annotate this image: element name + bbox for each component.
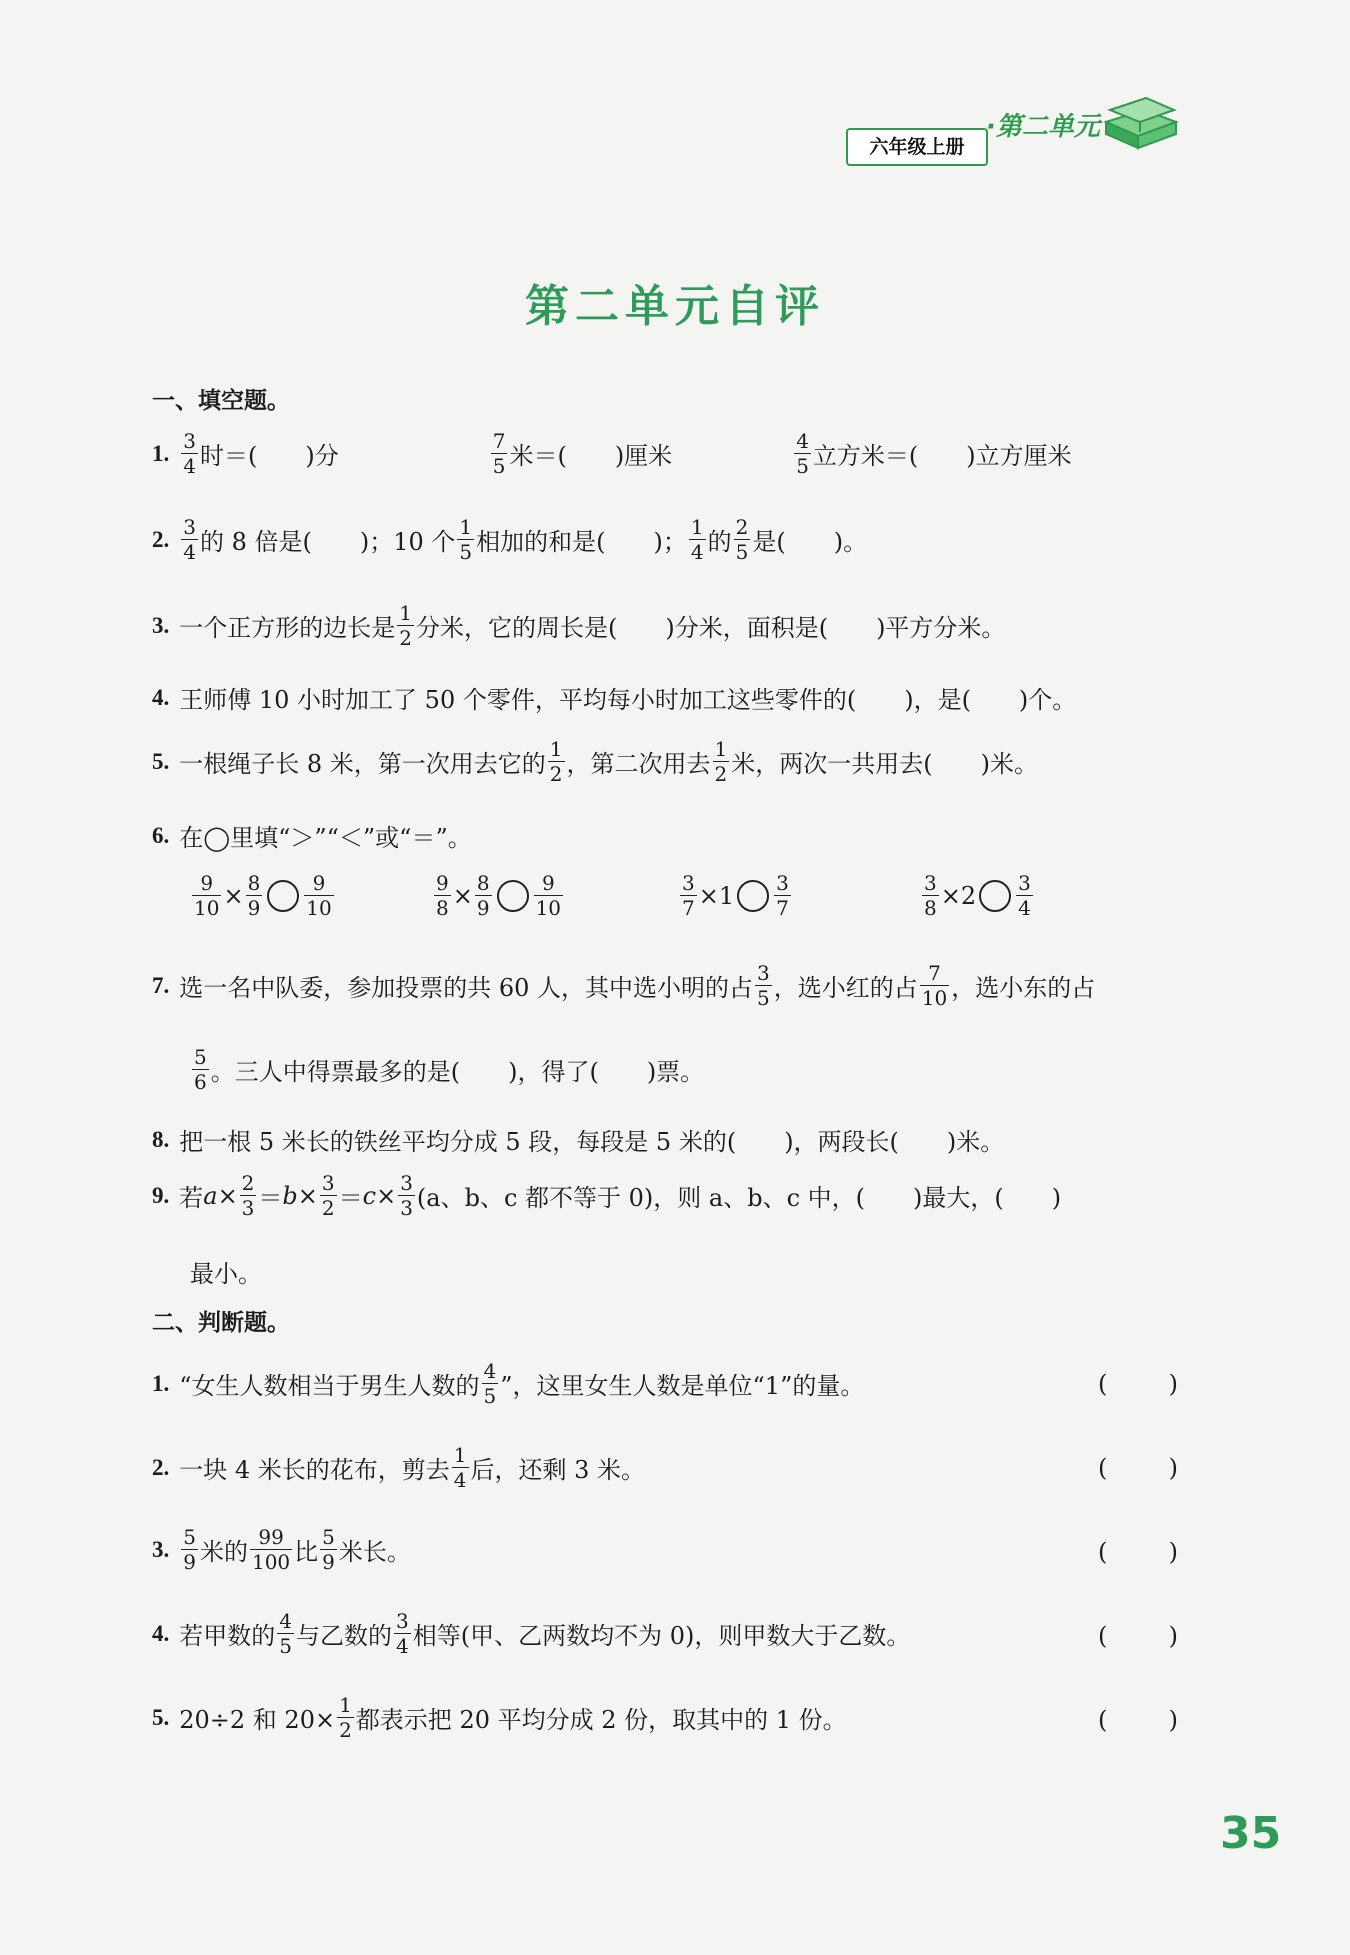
paren: ( [1098, 1370, 1108, 1398]
page-number: 35 [1220, 1808, 1282, 1859]
compare-circle[interactable] [267, 880, 299, 912]
text: 若甲数的 [179, 1622, 276, 1650]
text: 一个正方形的边长是 [179, 614, 396, 642]
denominator: 2 [321, 1196, 335, 1220]
fraction [434, 872, 451, 919]
numerator: 3 [924, 871, 937, 895]
text: ，选小东的占 [951, 974, 1096, 1002]
denominator: 2 [549, 762, 563, 786]
fill-q7-cont [190, 1046, 704, 1093]
denominator: 5 [796, 454, 809, 478]
q1-part-c: 立方米＝( )立方厘米 [812, 442, 1072, 470]
variable: b [282, 1181, 298, 1210]
fraction [475, 872, 492, 919]
q1-part-a: 时＝( )分 [199, 442, 339, 470]
fraction [491, 430, 508, 477]
fill-q1 [152, 430, 1072, 477]
text: 把一根 5 米长的铁丝平均分成 5 段，每段是 5 米的( )，两段长( )米。 [179, 1128, 1005, 1156]
numerator: 3 [400, 1171, 413, 1195]
numerator: 1 [690, 515, 704, 539]
fraction [192, 1046, 209, 1093]
question-number: 3. [152, 1536, 170, 1562]
question-number: 9. [152, 1182, 170, 1208]
denominator: 9 [183, 1550, 196, 1574]
fraction [794, 430, 811, 477]
question-number: 1. [152, 1370, 170, 1396]
fraction [922, 872, 939, 919]
denominator: 8 [436, 896, 449, 920]
text: 后，还剩 3 米。 [470, 1456, 646, 1484]
text: 选一名中队委，参加投票的共 60 人，其中选小明的占 [179, 974, 754, 1002]
numerator: 7 [492, 429, 506, 453]
text: 相等(甲、乙两数均不为 0)，则甲数大于乙数。 [412, 1622, 911, 1650]
denominator: 4 [183, 454, 196, 478]
fill-q2 [152, 516, 867, 563]
numerator: 3 [183, 429, 196, 453]
compare-circle[interactable] [497, 880, 529, 912]
text: 一块 4 米长的花布，剪去 [179, 1456, 450, 1484]
fraction [920, 962, 949, 1009]
denominator: 10 [306, 896, 332, 920]
fraction [1016, 872, 1033, 919]
numerator: 9 [436, 871, 449, 895]
text: 米的 [199, 1538, 248, 1566]
denominator: 10 [194, 896, 220, 920]
numerator: 9 [312, 871, 326, 895]
numerator: 8 [476, 871, 490, 895]
numerator: 4 [279, 1609, 292, 1633]
fraction [755, 962, 772, 1009]
denominator: 3 [241, 1196, 255, 1220]
numerator: 5 [322, 1525, 335, 1549]
fill-q9-cont [190, 1254, 262, 1289]
numerator: 1 [714, 737, 728, 761]
text: ”，这里女生人数是单位“1”的量。 [500, 1372, 865, 1400]
page-title: 第二单元自评 [525, 281, 825, 332]
fill-q5 [152, 738, 1038, 785]
fraction [452, 1444, 469, 1491]
judge-q3 [152, 1526, 411, 1573]
denominator: 6 [194, 1070, 207, 1094]
denominator: 8 [924, 896, 937, 920]
text: 米，两次一共用去( )米。 [731, 750, 1038, 778]
judge-q1 [152, 1360, 864, 1407]
fraction [240, 1172, 257, 1219]
text: (a、b、c 都不等于 0)，则 a、b、c 中，( )最大，( ) [416, 1184, 1062, 1212]
q1-part-b: 米＝( )厘米 [509, 442, 673, 470]
text: ，第二次用去 [566, 750, 711, 778]
question-number: 8. [152, 1126, 170, 1152]
fill-q3 [152, 602, 1005, 649]
fraction [774, 872, 791, 919]
fill-q7 [152, 962, 1095, 1009]
compare-expr-3: $\frac{3}{7}$ × 1 $\frac{3}{7}$ [682, 871, 789, 920]
text: 是( )。 [752, 528, 868, 556]
numerator: 3 [321, 1171, 335, 1195]
numerator: 9 [541, 871, 555, 895]
text: 米长。 [338, 1538, 411, 1566]
answer-parens[interactable] [1098, 1538, 1178, 1566]
answer-parens[interactable] [1098, 1370, 1178, 1398]
denominator: 4 [395, 1634, 409, 1658]
fraction [277, 1610, 294, 1657]
variable: c [362, 1181, 377, 1210]
fraction [320, 1172, 337, 1219]
paren: ) [1168, 1622, 1178, 1650]
text: 比 [294, 1538, 319, 1566]
text: 王师傅 10 小时加工了 50 个零件，平均每小时加工这些零件的( )，是( )个。 [179, 686, 1077, 714]
fraction [394, 1610, 411, 1657]
fraction [548, 738, 565, 785]
numerator: 1 [399, 601, 412, 625]
compare-circle[interactable] [737, 880, 769, 912]
question-number: 2. [152, 1454, 170, 1480]
judge-q5 [152, 1694, 847, 1741]
denominator: 5 [735, 540, 749, 564]
denominator: 4 [183, 540, 196, 564]
denominator: 4 [453, 1468, 467, 1492]
denominator: 9 [322, 1550, 335, 1574]
fraction [181, 1526, 198, 1573]
denominator: 5 [279, 1634, 292, 1658]
text: “女生人数相当于男生人数的 [179, 1372, 480, 1400]
answer-parens[interactable] [1098, 1622, 1178, 1650]
answer-parens[interactable] [1098, 1706, 1178, 1734]
denominator: 10 [535, 896, 562, 920]
denominator: 2 [714, 762, 728, 786]
fraction [181, 516, 198, 563]
numerator: 1 [339, 1693, 352, 1717]
denominator: 5 [492, 454, 506, 478]
fraction [457, 516, 474, 563]
fraction [534, 872, 563, 919]
denominator: 4 [690, 540, 704, 564]
text: 与乙数的 [295, 1622, 392, 1650]
paren: ( [1098, 1454, 1108, 1482]
denominator: 7 [682, 896, 695, 920]
denominator: 4 [1018, 896, 1031, 920]
text: 1 [718, 881, 735, 910]
denominator: 2 [399, 626, 412, 650]
question-number: 4. [152, 1620, 170, 1646]
judge-q4 [152, 1610, 910, 1657]
numerator: 4 [483, 1359, 497, 1383]
numerator: 2 [241, 1171, 255, 1195]
text: 在◯里填“＞”“＜”或“＝”。 [179, 824, 472, 852]
fill-q9: 9. 若 a × $\frac{2}{3}$ ＝ b × $\frac{3}{2}$ ＝ c × $\frac{3}{3}$ (a、b、c 都不等于 0)，则 a、b、c 中，( )最大，( ) [152, 1171, 1062, 1220]
text: 若 [179, 1184, 204, 1212]
section-judge-heading: 二、判断题。 [152, 1310, 290, 1336]
text: 20÷2 和 20× [179, 1706, 336, 1734]
text: 的 [707, 528, 732, 556]
denominator: 9 [247, 896, 261, 920]
fraction [397, 602, 414, 649]
fraction [337, 1694, 354, 1741]
fraction [680, 872, 697, 919]
paren: ) [1168, 1454, 1178, 1482]
compare-expr-1: $\frac{9}{10}$ × $\frac{8}{9}$ $\frac{9}{10}$ [194, 871, 332, 920]
question-number: 5. [152, 748, 170, 774]
numerator: 4 [796, 429, 809, 453]
denominator: 7 [776, 896, 789, 920]
numerator: 3 [682, 871, 695, 895]
paren: ) [1168, 1538, 1178, 1566]
fraction [181, 430, 198, 477]
paren: ( [1098, 1706, 1108, 1734]
numerator: 3 [1018, 871, 1031, 895]
fill-q8 [152, 1122, 1004, 1157]
numerator: 3 [183, 515, 196, 539]
compare-expr-4: $\frac{3}{8}$ × 2 $\frac{3}{4}$ [924, 871, 1031, 920]
numerator: 3 [395, 1609, 409, 1633]
fraction [192, 872, 221, 919]
text: 最小。 [190, 1260, 262, 1288]
fraction [250, 1526, 292, 1573]
question-number: 7. [152, 972, 170, 998]
denominator: 3 [400, 1196, 413, 1220]
denominator: 5 [459, 540, 473, 564]
variable: a [203, 1181, 218, 1210]
denominator: 5 [483, 1384, 497, 1408]
numerator: 1 [459, 515, 473, 539]
question-number: 5. [152, 1704, 170, 1730]
answer-parens[interactable] [1098, 1454, 1178, 1482]
fraction [689, 516, 706, 563]
numerator: 7 [928, 961, 941, 985]
denominator: 9 [476, 896, 490, 920]
paren: ( [1098, 1622, 1108, 1650]
question-number: 1. [152, 440, 170, 466]
numerator: 3 [757, 961, 770, 985]
unit-label: ·第二单元 [986, 112, 1100, 142]
fraction [320, 1526, 337, 1573]
grade-label: 六年级上册 [846, 128, 988, 166]
numerator: 1 [453, 1443, 467, 1467]
text: 相加的和是( )； [476, 528, 687, 556]
paren: ) [1168, 1370, 1178, 1398]
fraction [398, 1172, 415, 1219]
text: 分米，它的周长是( )分米，面积是( )平方分米。 [415, 614, 1006, 642]
fraction [304, 872, 333, 919]
text: 一根绳子长 8 米，第一次用去它的 [179, 750, 546, 778]
compare-circle[interactable] [979, 880, 1011, 912]
numerator: 99 [258, 1525, 284, 1549]
paren: ( [1098, 1538, 1108, 1566]
numerator: 3 [776, 871, 789, 895]
fraction [482, 1360, 499, 1407]
fraction [713, 738, 730, 785]
compare-expr-2: $\frac{9}{8}$ × $\frac{8}{9}$ $\frac{9}{10}$ [436, 871, 562, 920]
denominator: 2 [339, 1718, 352, 1742]
stacked-books-icon [1100, 92, 1180, 162]
fill-q6 [152, 818, 472, 853]
text: 。三人中得票最多的是( )，得了( )票。 [210, 1058, 705, 1086]
numerator: 2 [735, 515, 749, 539]
fraction [734, 516, 751, 563]
numerator: 9 [200, 871, 214, 895]
numerator: 5 [183, 1525, 196, 1549]
denominator: 100 [251, 1550, 291, 1574]
question-number: 4. [152, 684, 170, 710]
question-number: 3. [152, 612, 170, 638]
denominator: 5 [757, 986, 770, 1010]
numerator: 1 [549, 737, 563, 761]
fraction [246, 872, 263, 919]
judge-q2 [152, 1444, 645, 1491]
question-number: 6. [152, 822, 170, 848]
question-number: 2. [152, 526, 170, 552]
section-fill-heading: 一、填空题。 [152, 388, 290, 414]
denominator: 10 [921, 986, 948, 1010]
text: ，选小红的占 [773, 974, 918, 1002]
fill-q4 [152, 680, 1076, 715]
numerator: 8 [247, 871, 261, 895]
text: 2 [960, 881, 977, 910]
paren: ) [1168, 1706, 1178, 1734]
text: 的 8 倍是( )；10 个 [199, 528, 456, 556]
numerator: 5 [194, 1045, 207, 1069]
text: 都表示把 20 平均分成 2 份，取其中的 1 份。 [355, 1706, 847, 1734]
